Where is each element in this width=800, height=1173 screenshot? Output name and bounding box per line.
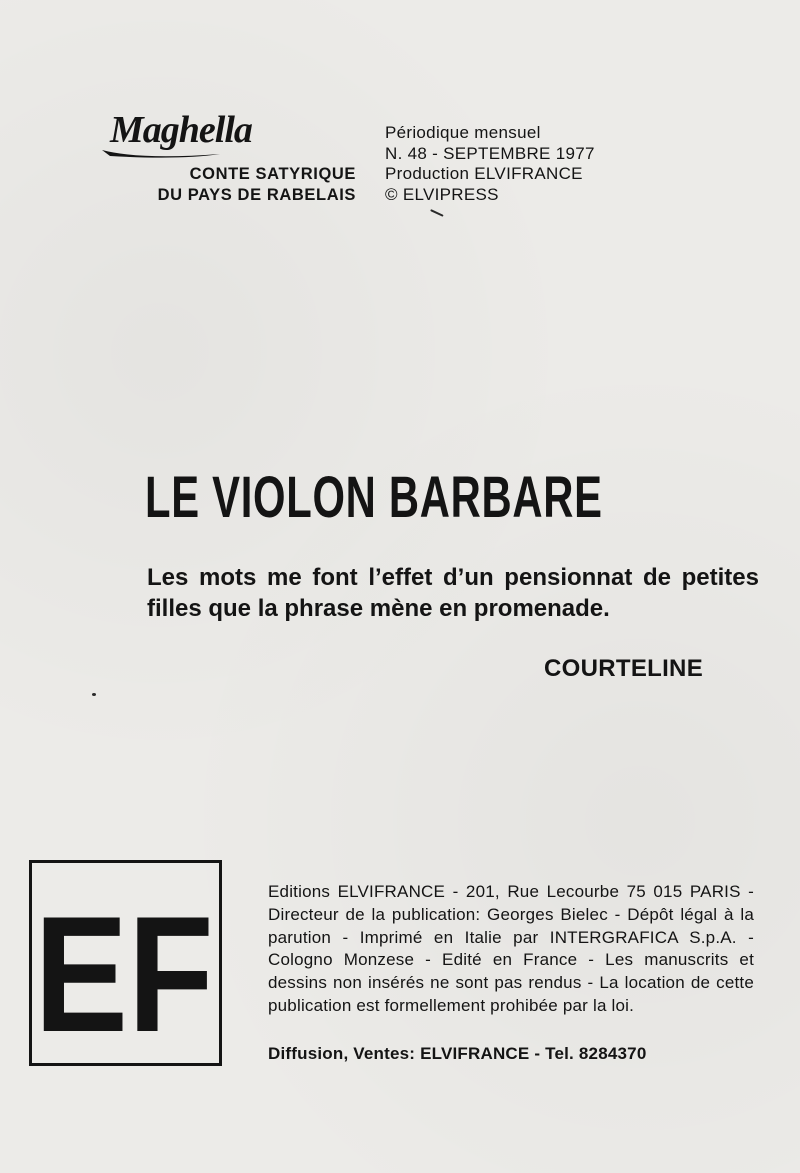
publisher-logo-mark [32, 863, 219, 1063]
logo-subtitle [158, 164, 356, 206]
pubinfo-line: N. 48 - SEPTEMBRE 1977 [385, 143, 595, 163]
subtitle-line: CONTE SATYRIQUE [189, 165, 356, 183]
epigraph-quote: Les mots me font l’effet d’un pensionnat de petites filles que la phrase mène en promenade. [147, 564, 759, 622]
pubinfo-line: Périodique mensuel [385, 123, 541, 142]
publisher-logo-text: EF [34, 882, 214, 1063]
epigraph-author: COURTELINE [544, 655, 703, 682]
publisher-logo-box [29, 860, 222, 1066]
distribution-line: Diffusion, Ventes: ELVIFRANCE - Tel. 8284370 [268, 1044, 647, 1063]
legal-notice: Editions ELVIFRANCE - 201, Rue Lecourbe 75 015 PARIS - Directeur de la publication: Georges Bielec - Dépôt légal à la parution - Imprimé en Italie par INTERGRAFICA S.p.A. - Cologno Monzese - Edité en France - Les manuscrits et dessins non insérés ne sont pas rendus - La location de cette publication est formellement prohibée par la loi. [268, 882, 754, 1015]
publication-info [385, 123, 595, 205]
magazine-logo-art [100, 108, 358, 160]
pubinfo-line: © ELVIPRESS [385, 184, 499, 204]
print-speck [92, 693, 96, 696]
magazine-logo [100, 108, 358, 160]
logo-text: Maghella [110, 109, 252, 151]
subtitle-line: DU PAYS DE RABELAIS [157, 186, 356, 204]
pubinfo-line: Production ELVIFRANCE [385, 164, 583, 183]
story-title: LE VIOLON BARBARE [145, 465, 603, 530]
